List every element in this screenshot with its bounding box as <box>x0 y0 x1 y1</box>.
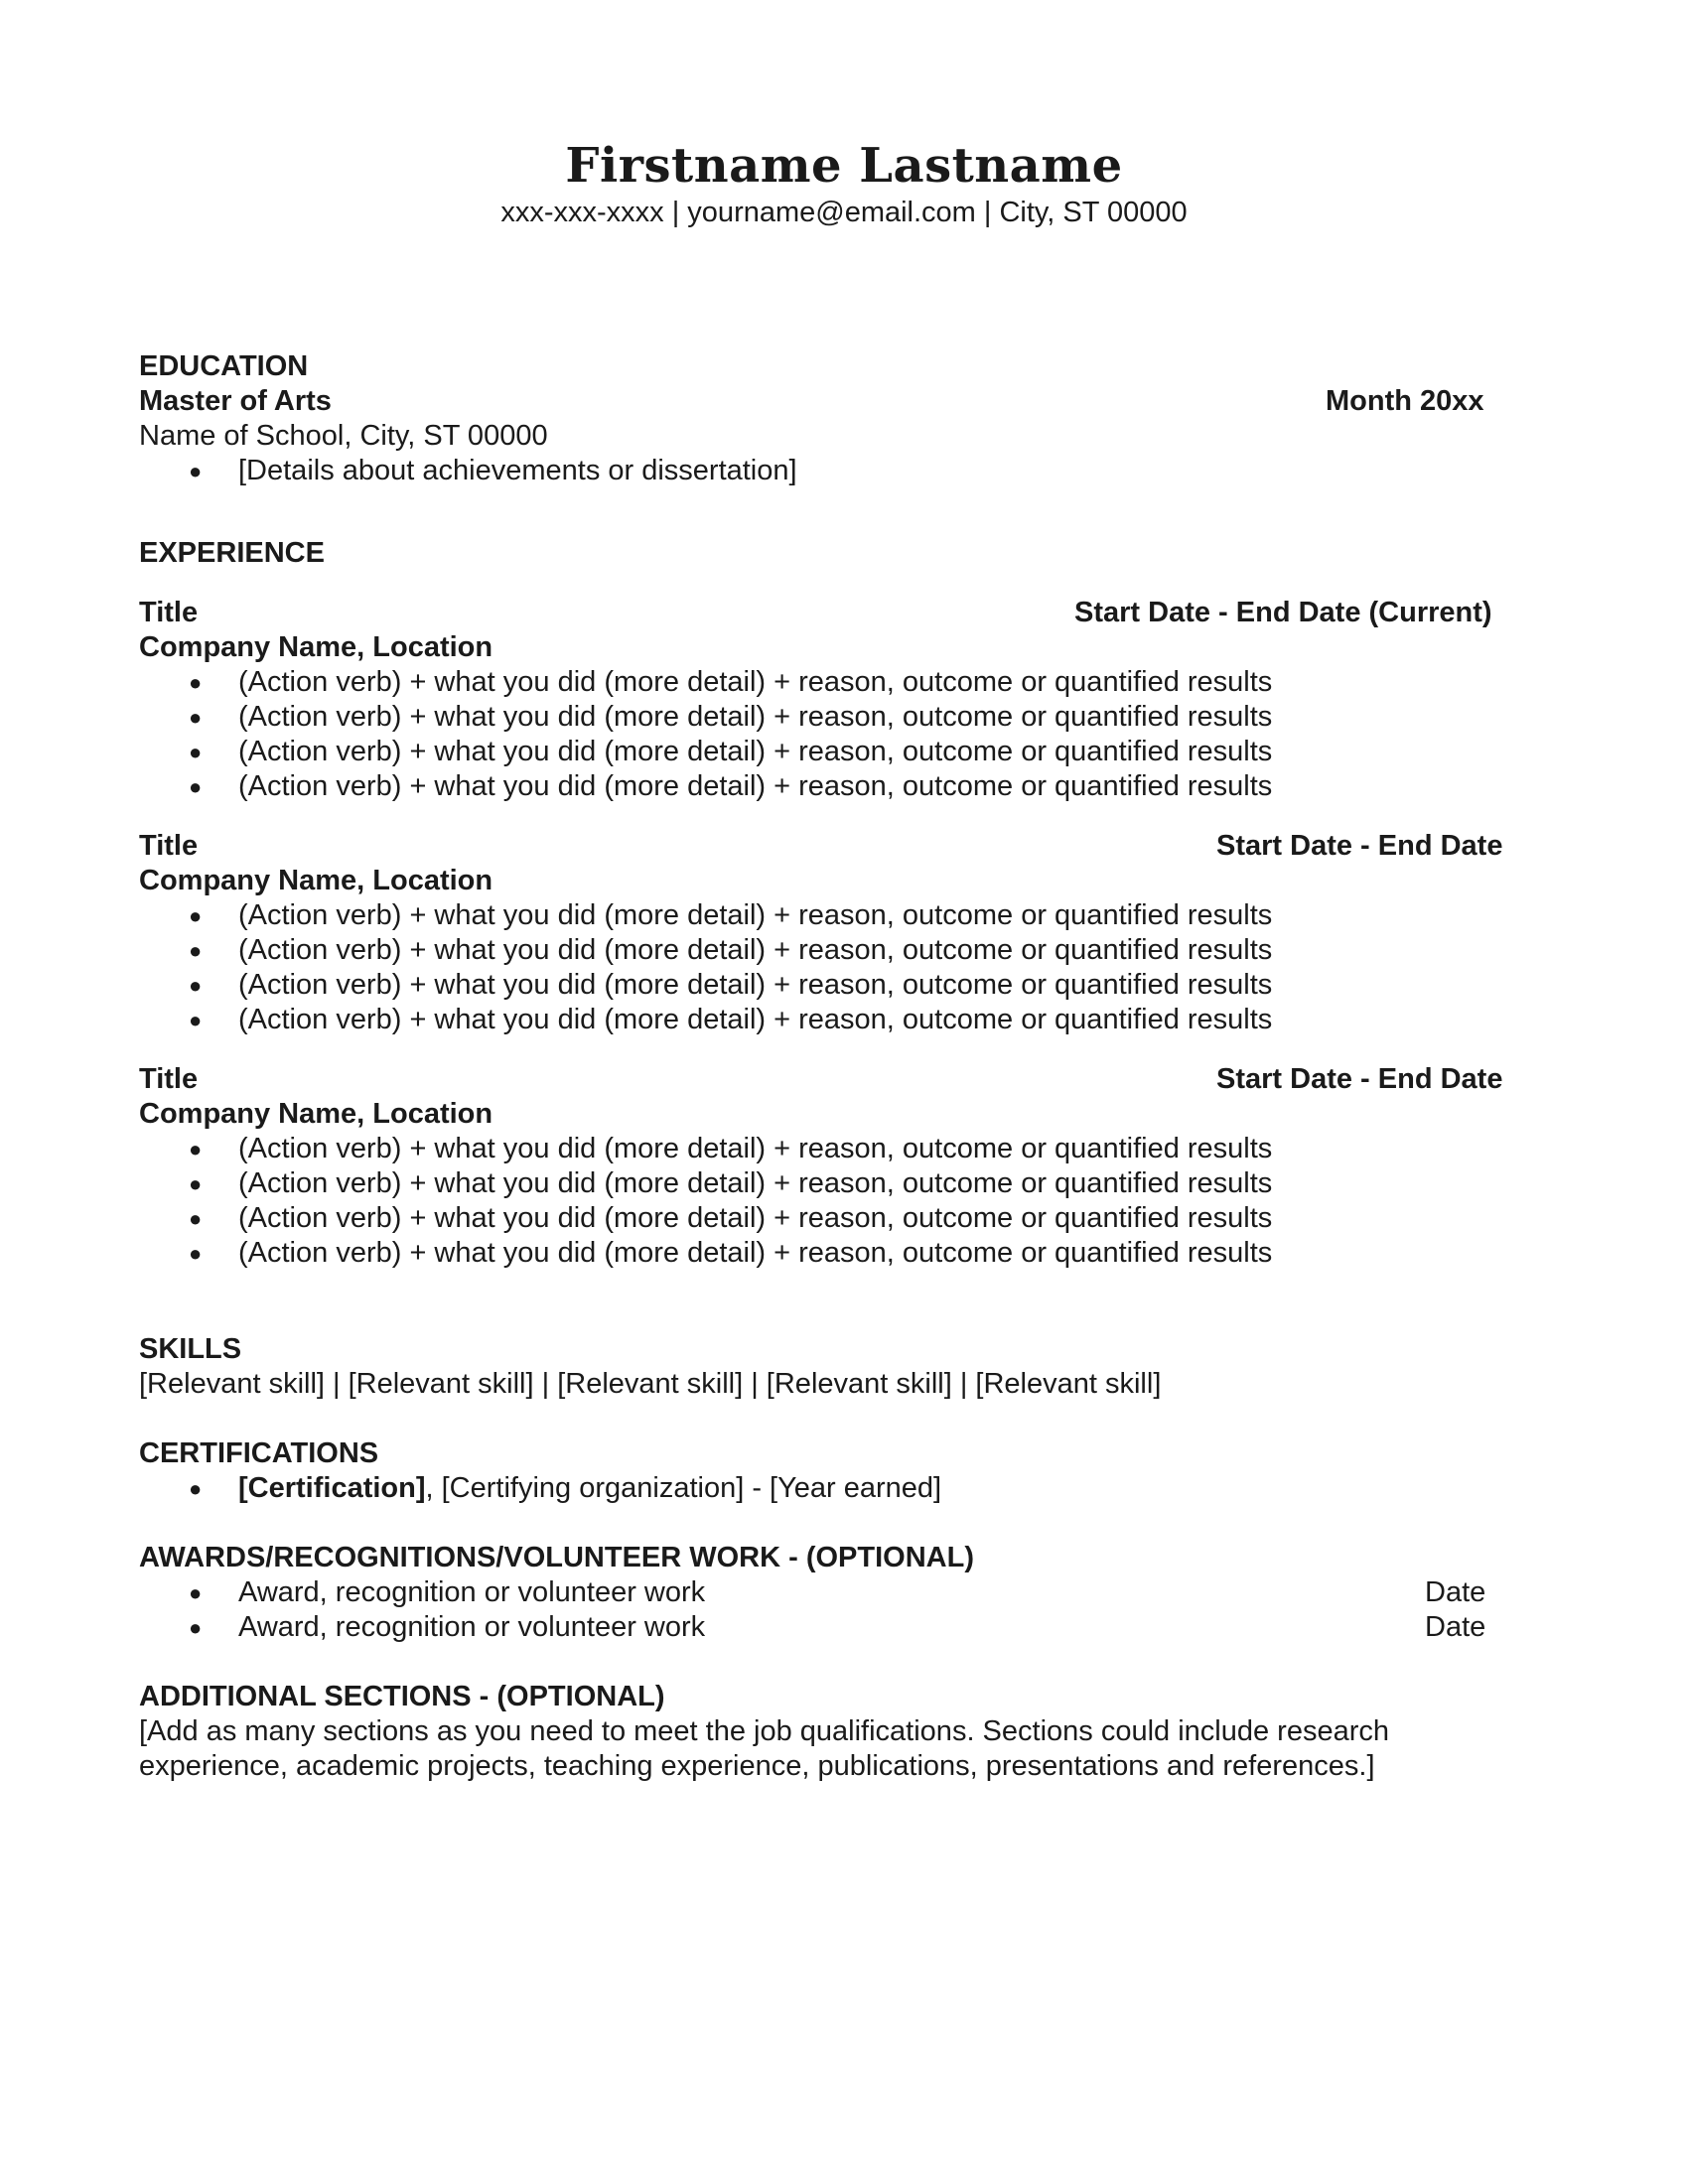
awards-section <box>139 1541 1529 1645</box>
job-entry <box>139 1062 1529 1271</box>
experience-section <box>139 536 1529 1271</box>
bullet-icon: ● <box>189 1171 203 1196</box>
bullet-icon: ● <box>189 1137 203 1161</box>
bullet-icon: ● <box>189 973 203 998</box>
bullet-icon: ● <box>189 774 203 799</box>
awards-list <box>139 1575 1529 1645</box>
job-bullet-text: (Action verb) + what you did (more detail) + reason, outcome or quantified results <box>238 1004 1273 1035</box>
job-bullet-text: (Action verb) + what you did (more detail) + reason, outcome or quantified results <box>238 1167 1273 1199</box>
degree-name: Master of Arts <box>139 385 332 417</box>
job-title: Title <box>139 597 199 628</box>
list-item <box>139 898 1529 933</box>
job-bullets <box>139 1132 1529 1271</box>
list-item <box>139 1236 1529 1271</box>
degree-date: Month 20xx <box>1326 385 1484 417</box>
additional-heading: ADDITIONAL SECTIONS - (OPTIONAL) <box>139 1681 665 1712</box>
job-bullet-text: (Action verb) + what you did (more detail) + reason, outcome or quantified results <box>238 1237 1273 1269</box>
education-heading: EDUCATION <box>139 350 309 382</box>
job-bullet-text: (Action verb) + what you did (more detail) + reason, outcome or quantified results <box>238 934 1273 966</box>
bullet-icon: ● <box>189 938 203 963</box>
education-detail-text: [Details about achievements or dissertation] <box>238 455 797 486</box>
list-item <box>139 968 1529 1003</box>
bullet-icon: ● <box>189 459 203 483</box>
job-dates: Start Date - End Date <box>1216 1063 1503 1095</box>
education-details <box>139 454 1529 488</box>
school-name: Name of School, City, ST 00000 <box>139 420 548 452</box>
job-bullet-text: (Action verb) + what you did (more detail) + reason, outcome or quantified results <box>238 770 1273 802</box>
job-dates: Start Date - End Date (Current) <box>1074 597 1492 628</box>
job-title: Title <box>139 830 199 862</box>
job-bullet-text: (Action verb) + what you did (more detail) + reason, outcome or quantified results <box>238 666 1273 698</box>
bullet-icon: ● <box>189 1476 203 1501</box>
bullet-icon: ● <box>189 1008 203 1032</box>
list-item <box>139 665 1529 700</box>
additional-section <box>139 1680 1529 1784</box>
list-item <box>139 769 1529 804</box>
resume-body <box>139 349 1529 1784</box>
awards-heading: AWARDS/RECOGNITIONS/VOLUNTEER WORK - (OPTIONAL) <box>139 1542 974 1573</box>
job-title-row <box>139 596 1529 630</box>
contact-line: xxx-xxx-xxxx | yourname@email.com | City, ST 00000 <box>500 197 1188 228</box>
job-company: Company Name, Location <box>139 865 493 896</box>
job-bullet-text: (Action verb) + what you did (more detail) + reason, outcome or quantified results <box>238 969 1273 1001</box>
award-date: Date <box>1425 1576 1486 1608</box>
job-title-row <box>139 829 1529 864</box>
list-item <box>139 1575 1529 1610</box>
certifications-heading: CERTIFICATIONS <box>139 1437 379 1469</box>
list-item <box>139 1132 1529 1166</box>
job-bullet-text: (Action verb) + what you did (more detail) + reason, outcome or quantified results <box>238 1202 1273 1234</box>
job-entry <box>139 596 1529 804</box>
certifications-section <box>139 1436 1529 1506</box>
experience-heading: EXPERIENCE <box>139 537 325 569</box>
job-bullet-text: (Action verb) + what you did (more detail) + reason, outcome or quantified results <box>238 899 1273 931</box>
list-item <box>139 1003 1529 1037</box>
list-item <box>139 933 1529 968</box>
job-company: Company Name, Location <box>139 1098 493 1130</box>
education-section <box>139 349 1529 488</box>
list-item <box>139 1201 1529 1236</box>
list-item <box>139 1471 1529 1506</box>
bullet-icon: ● <box>189 670 203 695</box>
skills-heading: SKILLS <box>139 1333 242 1365</box>
job-entry <box>139 829 1529 1037</box>
bullet-icon: ● <box>189 1206 203 1231</box>
job-company: Company Name, Location <box>139 631 493 663</box>
job-dates: Start Date - End Date <box>1216 830 1503 862</box>
list-item <box>139 735 1529 769</box>
additional-text-line-1: [Add as many sections as you need to meet the job qualifications. Sections could include research <box>139 1715 1390 1747</box>
award-text: Award, recognition or volunteer work <box>238 1576 706 1608</box>
job-bullet-text: (Action verb) + what you did (more detail) + reason, outcome or quantified results <box>238 1133 1273 1164</box>
list-item <box>139 700 1529 735</box>
bullet-icon: ● <box>189 1241 203 1266</box>
job-title: Title <box>139 1063 199 1095</box>
certifications-list <box>139 1471 1529 1506</box>
job-bullets <box>139 665 1529 804</box>
bullet-icon: ● <box>189 705 203 730</box>
skills-list: [Relevant skill] | [Relevant skill] | [Relevant skill] | [Relevant skill] | [Relevant skill] <box>139 1368 1162 1400</box>
list-item <box>139 1166 1529 1201</box>
award-date: Date <box>1425 1611 1486 1643</box>
list-item <box>139 454 1529 488</box>
award-text: Award, recognition or volunteer work <box>238 1611 706 1643</box>
list-item <box>139 1610 1529 1645</box>
job-bullet-text: (Action verb) + what you did (more detail) + reason, outcome or quantified results <box>238 736 1273 767</box>
resume-header <box>0 137 1688 230</box>
skills-section <box>139 1332 1529 1402</box>
degree-row <box>139 384 1529 419</box>
bullet-icon: ● <box>189 1580 203 1605</box>
additional-text-line-2: experience, academic projects, teaching experience, publications, presentations and references.] <box>139 1750 1375 1782</box>
bullet-icon: ● <box>189 1615 203 1640</box>
job-title-row <box>139 1062 1529 1097</box>
job-bullet-text: (Action verb) + what you did (more detail) + reason, outcome or quantified results <box>238 701 1273 733</box>
candidate-name: Firstname Lastname <box>565 138 1123 194</box>
bullet-icon: ● <box>189 740 203 764</box>
certification-name: [Certification] <box>238 1472 426 1504</box>
job-bullets <box>139 898 1529 1037</box>
certification-details: , [Certifying organization] - [Year earned] <box>425 1472 942 1504</box>
bullet-icon: ● <box>189 903 203 928</box>
